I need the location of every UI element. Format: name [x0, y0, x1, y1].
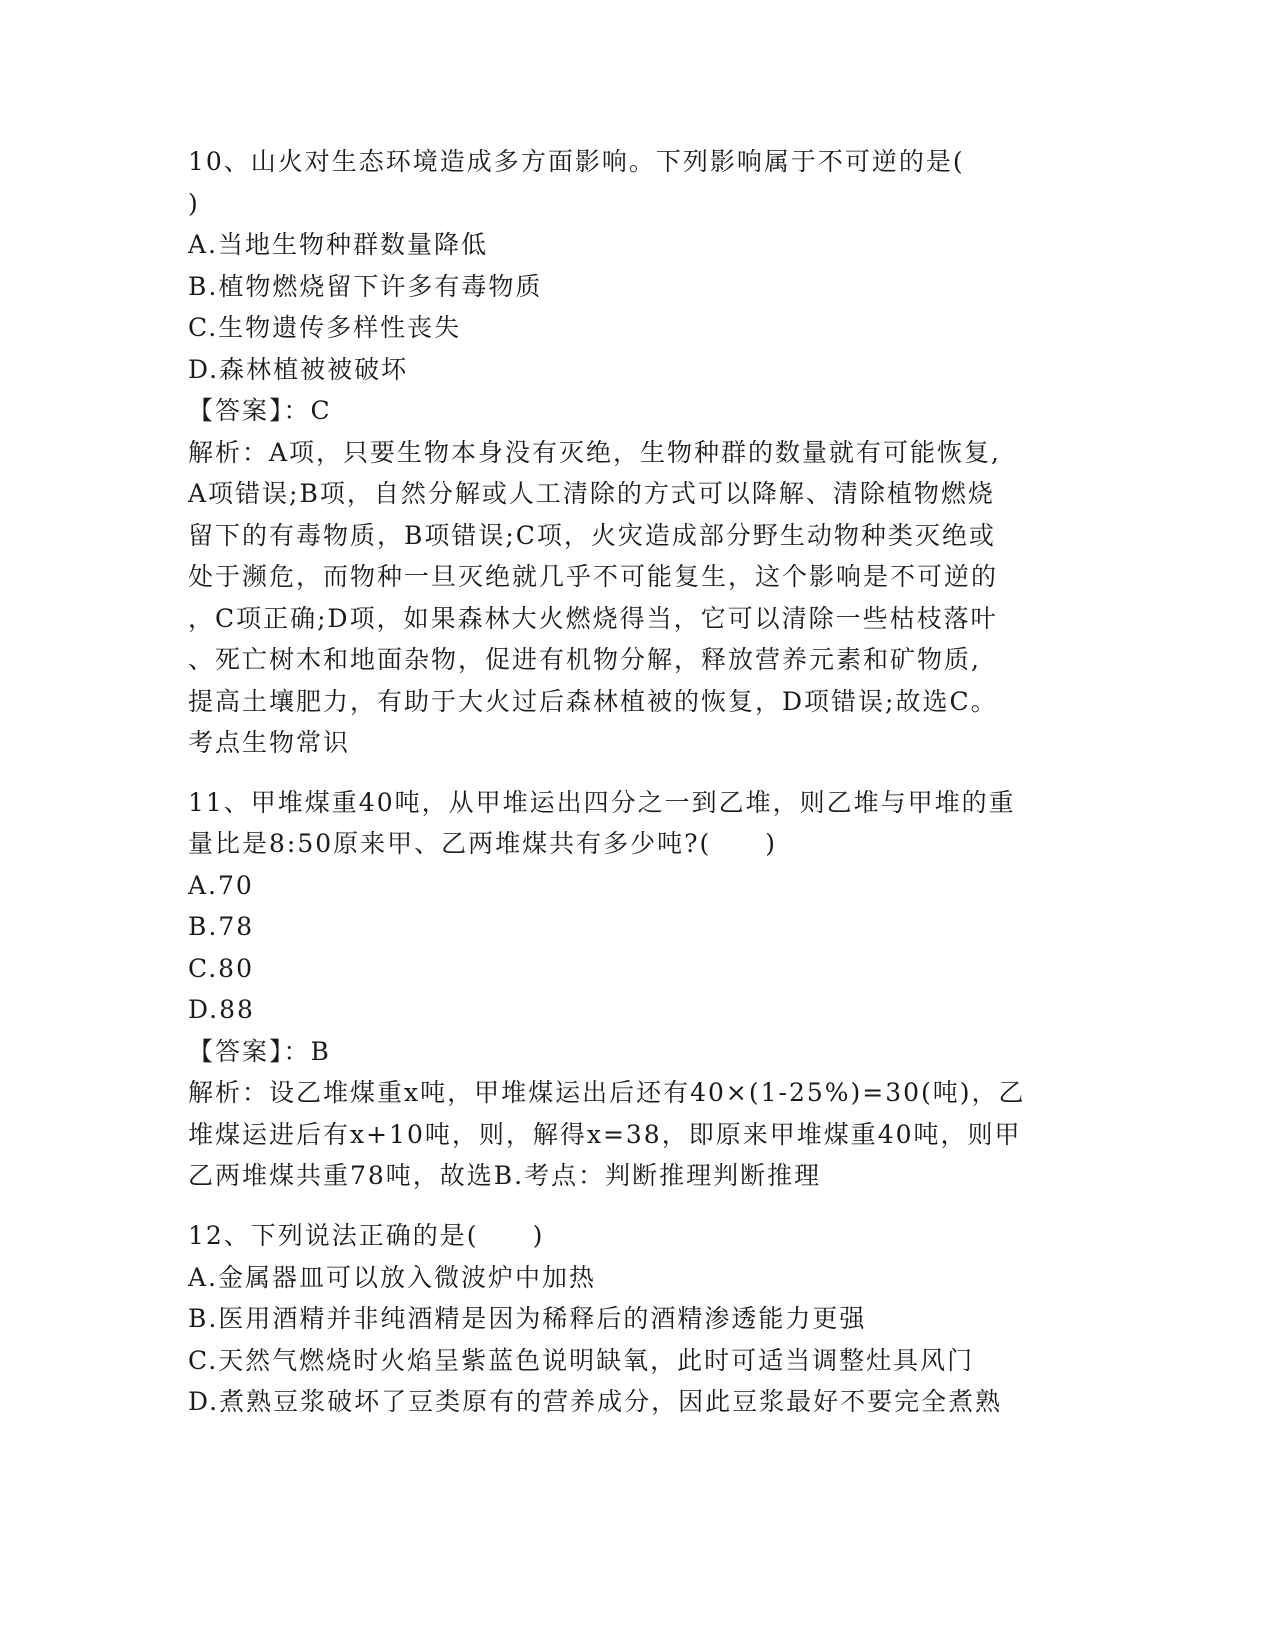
question-stem-line: 12、下列说法正确的是( ) — [188, 1221, 545, 1250]
analysis-line: 乙两堆煤共重78吨，故选B.考点：判断推理判断推理 — [188, 1161, 822, 1190]
option-c: C.80 — [188, 954, 254, 983]
analysis-line: 解析：设乙堆煤重x吨，甲堆煤运出后还有40×(1-25%)=30(吨)，乙 — [188, 1078, 1026, 1107]
option-c: C.天然气燃烧时火焰呈紫蓝色说明缺氧，此时可适当调整灶具风门 — [188, 1346, 975, 1375]
analysis-line: 解析：A项，只要生物本身没有灭绝，生物种群的数量就有可能恢复, — [188, 438, 1002, 467]
analysis-line: 、死亡树木和地面杂物，促进有机物分解，释放营养元素和矿物质, — [188, 645, 981, 674]
option-a: A.当地生物种群数量降低 — [188, 230, 489, 259]
question-stem-line: ) — [188, 189, 200, 218]
option-a: A.70 — [188, 871, 254, 900]
analysis-line: 处于濒危，而物种一旦灭绝就几乎不可能复生，这个影响是不可逆的 — [188, 562, 999, 591]
option-a: A.金属器皿可以放入微波炉中加热 — [188, 1263, 597, 1292]
analysis-line: ，C项正确;D项，如果森林大火燃烧得当，它可以清除一些枯枝落叶 — [188, 604, 998, 633]
analysis-line: 留下的有毒物质，B项错误;C项，火灾造成部分野生动物种类灭绝或 — [188, 521, 996, 550]
option-c: C.生物遗传多样性丧失 — [188, 313, 462, 342]
option-b: B.植物燃烧留下许多有毒物质 — [188, 272, 543, 301]
analysis-line: 提高土壤肥力，有助于大火过后森林植被的恢复，D项错误;故选C。 — [188, 687, 998, 716]
option-d: D.煮熟豆浆破坏了豆类原有的营养成分，因此豆浆最好不要完全煮熟 — [188, 1387, 1003, 1416]
option-b: B.医用酒精并非纯酒精是因为稀释后的酒精渗透能力更强 — [188, 1304, 867, 1333]
option-d: D.88 — [188, 995, 255, 1024]
question-stem-line: 10、山火对生态环境造成多方面影响。下列影响属于不可逆的是( — [188, 147, 965, 176]
question-stem-line: 11、甲堆煤重40吨，从甲堆运出四分之一到乙堆，则乙堆与甲堆的重 — [188, 788, 1016, 817]
analysis-line: A项错误;B项，自然分解或人工清除的方式可以降解、清除植物燃烧 — [188, 479, 995, 508]
option-b: B.78 — [188, 912, 255, 941]
analysis-line: 考点生物常识 — [188, 728, 351, 757]
question-stem-line: 量比是8:50原来甲、乙两堆煤共有多少吨?( ) — [188, 829, 778, 858]
option-d: D.森林植被被破坏 — [188, 355, 409, 384]
answer-line: 【答案】：C — [188, 396, 332, 425]
answer-line: 【答案】：B — [188, 1037, 331, 1066]
analysis-line: 堆煤运进后有x+10吨，则，解得x=38，即原来甲堆煤重40吨，则甲 — [188, 1120, 1022, 1149]
